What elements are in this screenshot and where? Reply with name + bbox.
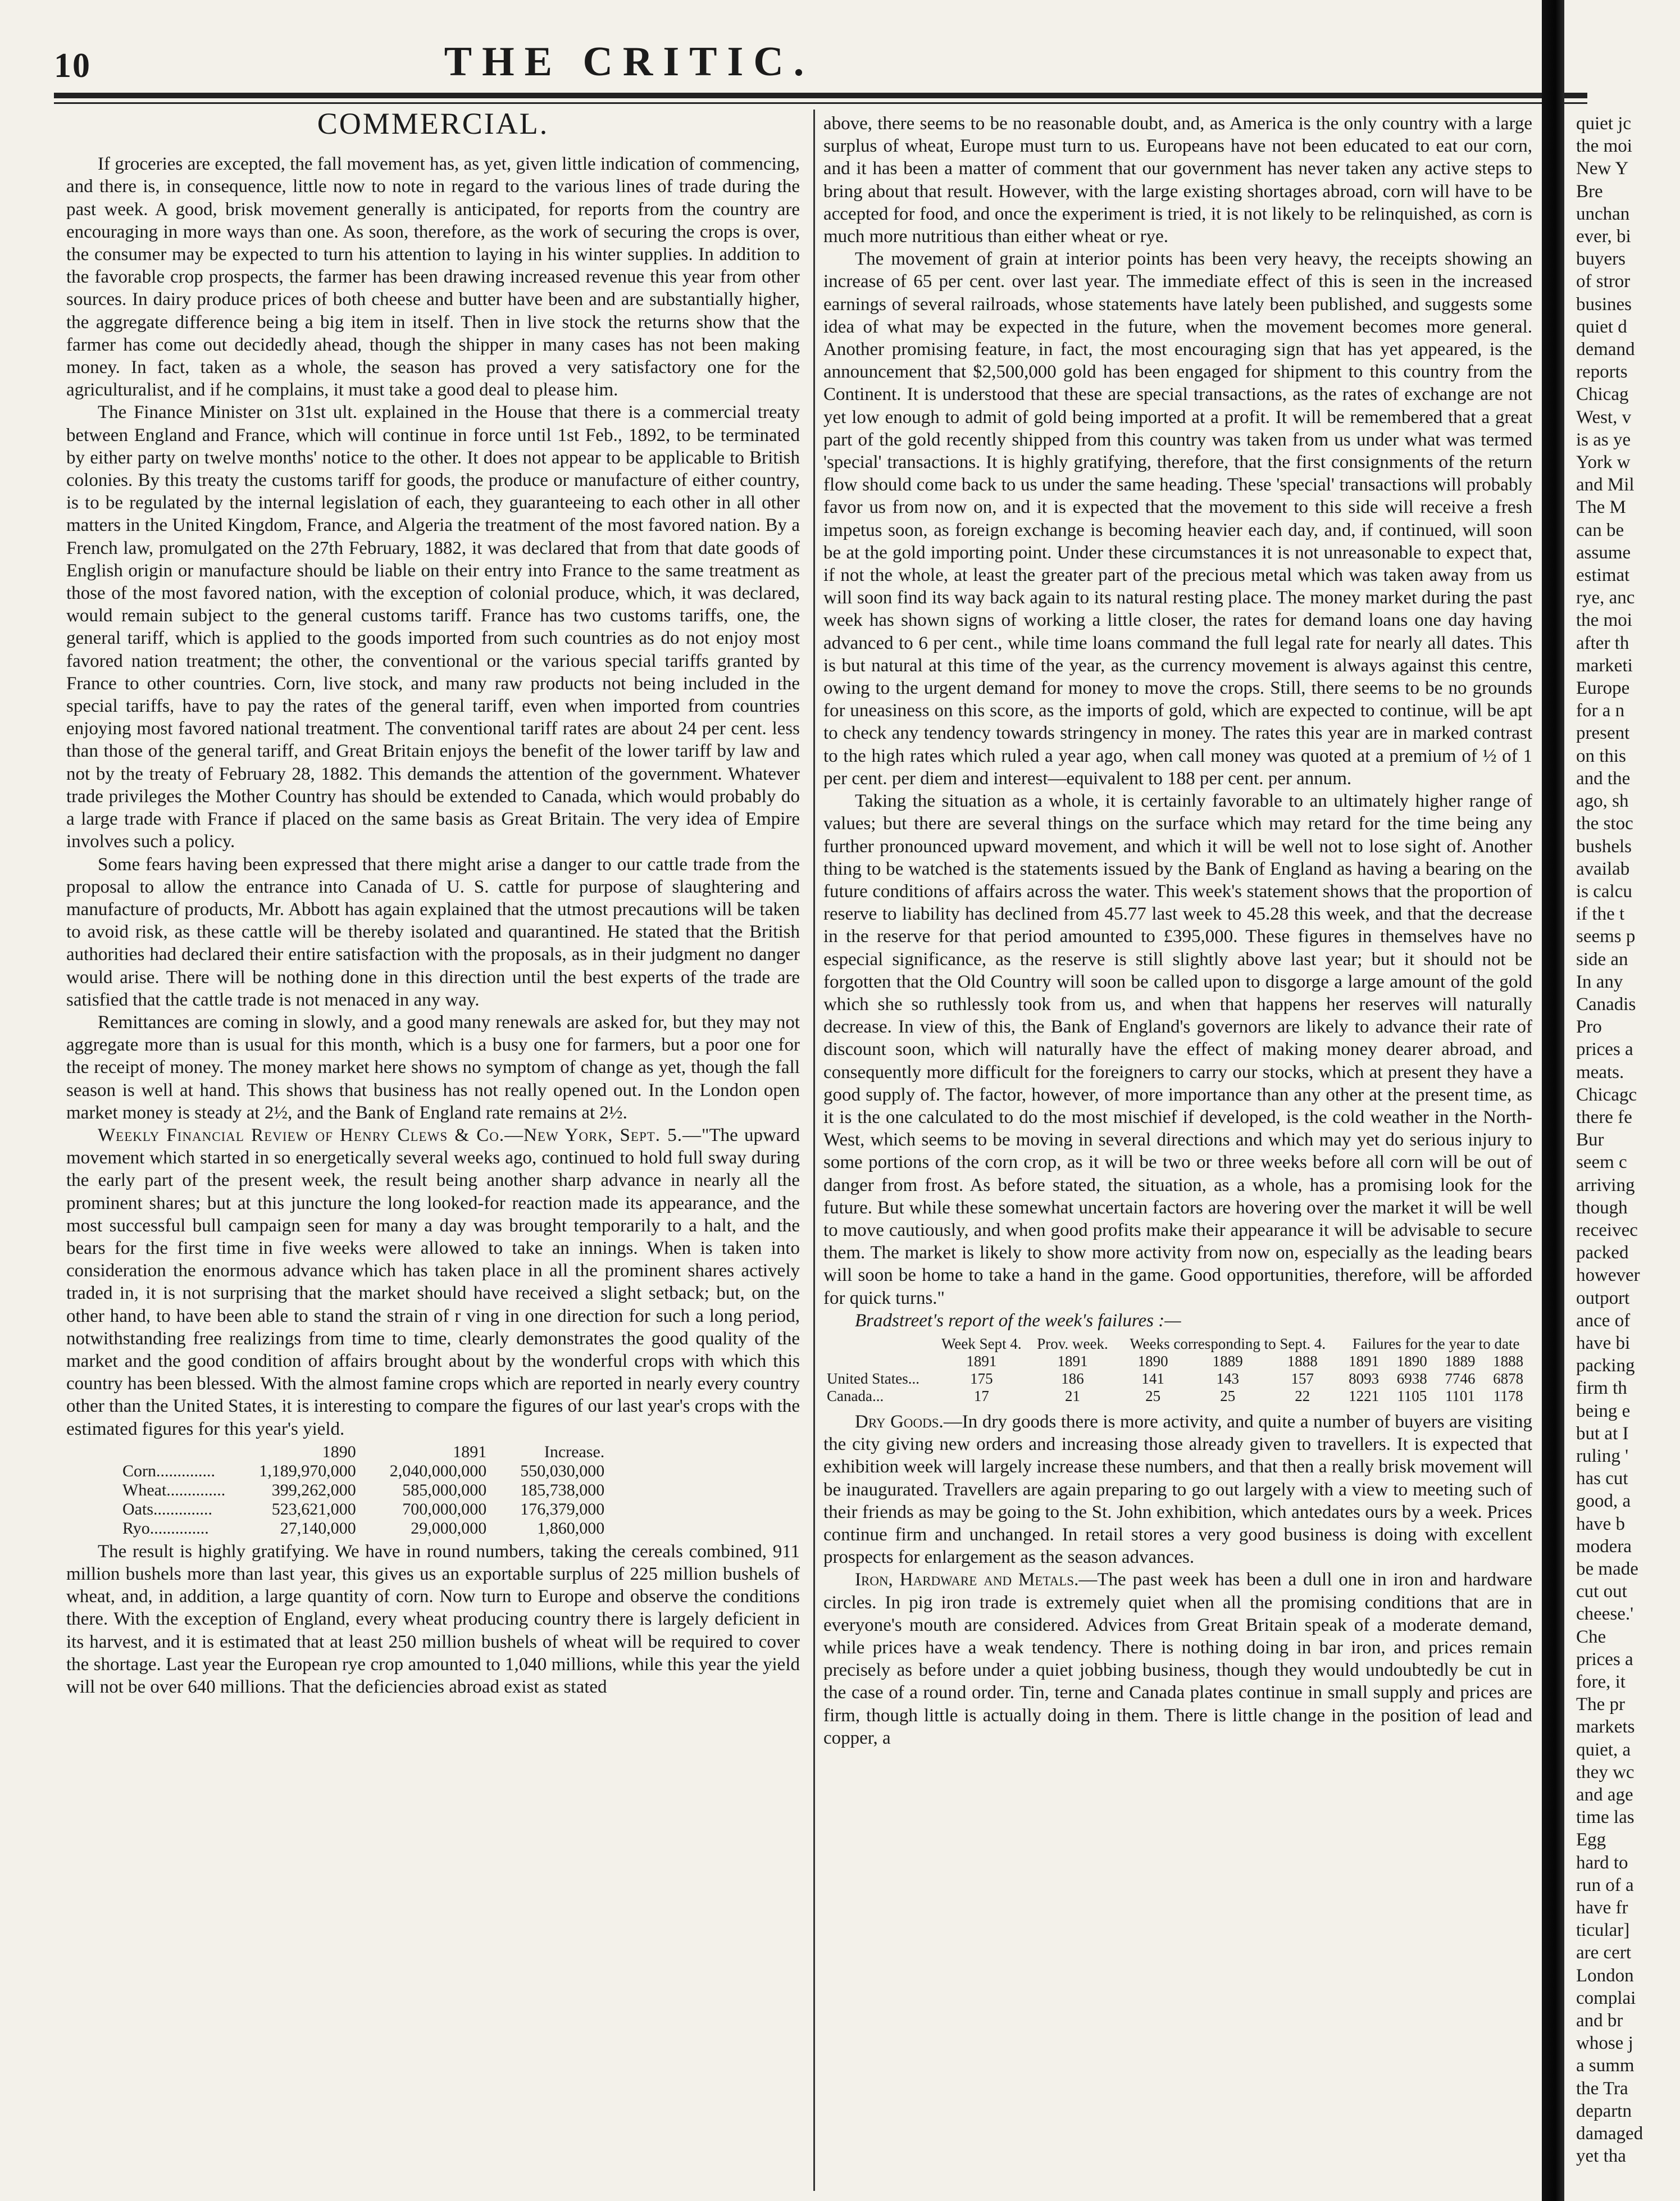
column-3-line: seem c	[1576, 1152, 1627, 1173]
table-cell: 157	[1291, 1370, 1314, 1387]
column-3-line: after th	[1576, 633, 1629, 653]
review-heading: Weekly Financial Review of Henry Clews & Co.—New York, Sept. 5.—	[98, 1125, 702, 1145]
paragraph: The movement of grain at interior points has been very heavy, the receipts showing an increase of 65 per cent. over last year. The immediate effect of this is seen in the increased earnings of several railroads, whose statements have lately been published, and suggests some idea of what may be expected in the future, when the movement becomes more general. Another promising feature, in fact, the most encouraging sign that has yet appeared, is the announcement that $2,500,000 gold has been engaged for shipment to this country from the Continent. It is understood that these are special transactions, as the rates of exchange are not yet low enough to admit of gold being imported at a profit. It will be remembered that a great part of the gold recently shipped from this country was taken from us under what was termed 'special' transactions. It is highly gratifying, therefore, that the first consignments of the return flow should come back to us under the same heading. These 'special' transactions will probably favor us from now on, and it is expected that the movement to this side will receive a fresh impetus soon, as foreign exchange is becoming heavier each day, and, if continued, will soon be at the gold importing point. Under these circumstances it is not unreasonable to expect that, if not the whole, at least the greater part of the precious metal which was taken away from us will soon find its way back again to its natural resting place. The money market during the past week has shown signs of working a little closer, the rates for demand loans one day having advanced to 6 per cent., while time loans command the full legal rate for nearly all dates. This is but natural at this time of the year, as the currency movement is always against this centre, owing to the urgent demand for money to move the crops. Still, there seems to be no grounds for uneasiness on this score, as the imports of gold, which are expected to continue, will be apt to check any tendency towards stringency in money. The rates this year are in marked contrast to the high rates which ruled a year ago, when call money was quoted at a premium of ½ of 1 per cent. per diem and interest—equivalent to 188 per cent. per annum.	[823, 249, 1532, 789]
column-3-line: can be	[1576, 520, 1624, 540]
section-heading-commercial: COMMERCIAL.	[317, 107, 549, 140]
column-3-line: is calcu	[1576, 881, 1632, 902]
column-3-line: Che	[1576, 1626, 1606, 1647]
table-cell: 1,860,000	[537, 1518, 605, 1538]
column-3-line: estimat	[1576, 565, 1630, 586]
iron-hardware-text: —The past week has been a dull one in iron and hardware circles. In pig iron trade is extremely quiet when all the promising conditions that are in everyone's mouth are considered. Advices from Great Britain speak of a moderate demand, while prices have a weak tendency. There is nothing doing in bar iron, and prices remain precisely as before under a quiet jobbing business, though they would undoubtedly be cut in the case of a round order. Tin, terne and Canada plates continue in small supply and prices are firm, though little is actually doing in them. There is little change in the position of lead and copper, a	[823, 1570, 1532, 1748]
table-header-cell: Increase.	[544, 1442, 605, 1461]
column-3-line: ticular]	[1576, 1920, 1630, 1941]
column-3-line: fore, it	[1576, 1672, 1626, 1693]
table-cell: Ryo..............	[122, 1518, 209, 1538]
table-cell: 25	[1145, 1387, 1161, 1404]
table-cell: 17	[973, 1387, 989, 1404]
table-header-cell: 1891	[453, 1442, 487, 1461]
table-header-row	[122, 1443, 621, 1462]
table-row	[122, 1500, 621, 1519]
column-3-line: marketi	[1576, 655, 1633, 676]
column-3-line: ance of	[1576, 1310, 1631, 1331]
column-3-line: whose j	[1576, 2033, 1633, 2054]
iron-hardware-heading: Iron, Hardware and Metals.	[855, 1570, 1079, 1590]
column-3-line: being e	[1576, 1400, 1631, 1421]
column-3-line: rye, anc	[1576, 588, 1635, 608]
column-3-line: if the t	[1576, 904, 1625, 925]
column-3-line: have bi	[1576, 1333, 1631, 1353]
table-cell: Corn..............	[122, 1461, 215, 1480]
column-3-line: Europe	[1576, 678, 1630, 699]
table-cell: Canada...	[827, 1387, 884, 1404]
table-cell: 22	[1295, 1387, 1310, 1404]
table-row	[122, 1462, 621, 1481]
table-cell: 6878	[1493, 1370, 1524, 1387]
column-1	[66, 107, 800, 1698]
column-3-line: The M	[1576, 497, 1626, 518]
table-row	[823, 1388, 1532, 1405]
table-cell: 550,030,000	[520, 1461, 605, 1480]
column-3-line: arriving	[1576, 1175, 1635, 1195]
table-cell: Wheat..............	[122, 1480, 226, 1499]
dry-goods-text: —In dry goods there is more activity, and quite a number of buyers are visiting the city giving new orders and increasing those already given to travellers. It is expected that exhibition week will largely increase these numbers, and that then a really brisk movement will be inaugurated. Travellers are again preparing to go out largely with a view to meeting such of their friends as may be going to the St. John exhibition, which antedates ours by a week. Prices continue firm and unchanged. In retail stores a very good business is doing with excellent prospects for enlargement as the season advances.	[823, 1411, 1533, 1568]
table-row	[122, 1519, 621, 1538]
table-cell: 143	[1216, 1370, 1239, 1387]
table-header-cell	[823, 1353, 934, 1370]
table-row	[122, 1481, 621, 1500]
column-3-line: complai	[1576, 1988, 1636, 2008]
table-cell: United States...	[827, 1370, 919, 1387]
column-3-line: modera	[1576, 1536, 1632, 1557]
paragraph: above, there seems to be no reasonable doubt, and, as America is the only country with a large surplus of wheat, Europe must turn to us. Europeans have not been educated to eat our corn, and it has been a matter of comment that our government has never taken any active steps to bring about that result. However, with the large existing shortages abroad, corn will have to be accepted for food, and once the experiment is tried, it is not likely to be relinquished, as corn is much more nutritious than either wheat or rye.	[823, 113, 1532, 247]
paragraph: If groceries are excepted, the fall movement has, as yet, given little indication of commencing, and there is, in consequence, little now to note in regard to the various lines of trade during the past week. A good, brisk movement generally is anticipated, for reports from the country are encouraging in more ways than one. As soon, therefore, as the work of securing the crops is over, the consumer may be expected to turn his attention to laying in his winter supplies. In addition to the favorable crop prospects, the farmer has been drawing increased revenue this year from other sources. In dairy produce prices of both cheese and butter have been and are substantially higher, the aggregate difference being a big item in itself. Then in live stock the returns show that the farmer has come out decidedly ahead, though the shipper in many cases has not been making money. In fact, taken as a whole, the season has proved a very satisfactory one for the agriculturalist, and if he complains, it must take a good deal to please him.	[66, 154, 800, 401]
column-3-line: ever, bi	[1576, 226, 1631, 247]
table-cell: 8093	[1349, 1370, 1379, 1387]
review-text: "The upward movement which started in so energetically several weeks ago, continued to hold full sway during the early part of the present week, the result being another sharp advance in nearly all the prominent shares; but at this juncture the long looked-for reaction made its appearance, and the most successful bull campaign seen for many a day was brought temporarily to a halt, and the bears for the first time in five weeks were allowed to take an innings. When is taken into consideration the enormous advance which has taken place in all the prominent shares actively traded in, it is not surprising that the market should have received a slight setback; but, on the other hand, to have been able to stand the strain of r ving in one direction for such a long period, notwithstanding free realizings from time to time, clearly demonstrates the good quality of the market and the good condition of affairs brought about by the wonderful crops with which this country has been blessed. With the almost famine crops which are reported in nearly every country other than the United States, it is interesting to compare the figures of our last year's crops with the estimated figures for this year's yield.	[66, 1125, 800, 1439]
column-3-line: are cert	[1576, 1943, 1631, 1963]
column-3-line: the Tra	[1576, 2078, 1628, 2099]
table-cell: 186	[1061, 1370, 1084, 1387]
dry-goods-paragraph	[823, 1411, 1532, 1568]
page-number: 10	[54, 47, 91, 85]
table-cell: 175	[970, 1370, 993, 1387]
column-3-line: on this	[1576, 745, 1626, 766]
column-3-line: the stoc	[1576, 813, 1633, 834]
table-header-cell: Prov. week.	[1037, 1335, 1108, 1352]
column-3-line: York w	[1576, 452, 1631, 473]
column-3-line: Canadis	[1576, 994, 1636, 1015]
table-header-cell: 1890	[1137, 1352, 1168, 1370]
column-3-line: packed	[1576, 1243, 1629, 1263]
column-3-line: present	[1576, 723, 1630, 744]
table-header-cell: 1891	[1349, 1352, 1379, 1370]
paragraph: Remittances are coming in slowly, and a good many renewals are asked for, but they may not aggregate more than is usual for this month, which is a busy one for farmers, but a poor one for the receipt of money. The money market here shows no symptom of change as yet, though the fall season is well at hand. This shows that business has not really opened out. In the London open market money is steady at 2½, and the Bank of England rate remains at 2½.	[66, 1012, 800, 1123]
column-3-line: Chicagc	[1576, 1084, 1637, 1105]
table-header-cell: 1891	[1057, 1352, 1088, 1370]
table-cell: 1105	[1397, 1387, 1427, 1404]
column-3-line: New Y	[1576, 158, 1629, 179]
column-3-line: reports	[1576, 362, 1628, 383]
column-3-line: they wc	[1576, 1762, 1635, 1782]
column-3-line: assume	[1576, 542, 1631, 563]
column-3-line: markets	[1576, 1717, 1635, 1738]
table-cell: 25	[1220, 1387, 1236, 1404]
binding-gutter	[1542, 0, 1564, 2201]
table-cell: 1,189,970,000	[259, 1461, 356, 1480]
column-3-line: and Mil	[1576, 475, 1635, 495]
table-cell: 6938	[1396, 1370, 1427, 1387]
table-cell: 399,262,000	[271, 1480, 356, 1499]
column-3-line: and age	[1576, 1785, 1633, 1806]
paragraph: Taking the situation as a whole, it is certainly favorable to an ultimately higher range of values; but there are several things on the surface which may retard for the time being any further pronounced upward movement, and which it will be well not to lose sight of. Another thing to be watched is the statements issued by the Bank of England as having a bearing on the future conditions of affairs across the water. This week's statement shows that the proportion of reserve to liability has declined from 45.77 last week to 45.28 this week, and that the decrease in the reserve for that period amounted to £395,000. These figures in themselves have no especial significance, as the reserve is still slightly above last year; but it should not be forgotten that the Old Country will soon be called upon to disgorge a large amount of the gold which she so ruthlessly took from us, and when that happens her reserves will naturally decrease. In view of this, the Bank of England's governors are likely to advance their rate of discount soon, which will naturally have the effect of making money dearer abroad, and consequently more difficult for the foreigners to carry our stocks, which at present they have a good supply of. The factor, however, of more importance than any other at the present time, as it is the one calculated to do the most mischief if developed, is the cold weather in the North-West, which seems to be moving in several directions and which may yet do serious injury to some portions of the corn crop, as it will be two or three weeks before all corn will be out of danger from frost. As before stated, the situation, as a whole, has a promising look for the future. But while these somewhat uncertain factors are hovering over the market it will be well to move cautiously, and when good profits make their appearance it will be advisable to secure them. The market is likely to show more activity from now on, especially as the leading bears will soon be home to take a hand in the game. Good opportunities, therefore, will be afforded for quick turns."	[823, 791, 1532, 1308]
column-3-line: run of a	[1576, 1875, 1634, 1895]
failures-table	[823, 1335, 1532, 1405]
column-3-line: busines	[1576, 294, 1632, 315]
paragraph: The result is highly gratifying. We have in round numbers, taking the cereals combined, 911 million bushels more than last year, this gives us an exportable surplus of 225 million bushels of wheat, and, in addition, a large quantity of corn. Now turn to Europe and observe the conditions there. With the exception of England, every wheat producing country there is largely deficient in its harvest, and it is estimated that at least 250 million bushels of wheat will be required to cover the shortage. Last year the European rye crop amounted to 1,040 millions, while this year the yield will not be over 640 millions. That the deficiencies abroad exist as stated	[66, 1541, 800, 1697]
column-3-line: prices a	[1576, 1039, 1633, 1060]
table-header-cell	[122, 1443, 242, 1462]
column-3-line: The pr	[1576, 1694, 1626, 1715]
column-3-line: cut out	[1576, 1581, 1627, 1602]
column-3-line: a summ	[1576, 2056, 1635, 2076]
column-3-line: is as ye	[1576, 429, 1631, 450]
table-cell: 21	[1064, 1387, 1080, 1404]
column-3-line: Chicag	[1576, 384, 1629, 405]
table-header-cell: Week Sept 4.	[941, 1335, 1022, 1352]
table-header-cell	[823, 1335, 934, 1353]
table-cell: 2,040,000,000	[389, 1461, 487, 1480]
table-cell: 7746	[1445, 1370, 1476, 1387]
column-3-line: firm th	[1576, 1378, 1627, 1399]
column-3-line: cheese.'	[1576, 1604, 1634, 1625]
column-3-line: there fe	[1576, 1107, 1632, 1127]
column-3-line: has cut	[1576, 1468, 1628, 1489]
column-3-line: and br	[1576, 2011, 1623, 2031]
table-header-cell: 1890	[1396, 1352, 1427, 1370]
column-3-line: hard to	[1576, 1852, 1628, 1873]
table-cell: 27,140,000	[280, 1518, 356, 1538]
table-row	[823, 1370, 1532, 1388]
table-header-cell: 1889	[1445, 1352, 1476, 1370]
column-3-line: demand	[1576, 339, 1635, 360]
table-header-cell: Weeks corresponding to Sept. 4.	[1130, 1335, 1326, 1352]
column-3-line: have b	[1576, 1513, 1626, 1534]
column-3-line: though	[1576, 1197, 1628, 1218]
column-3-cropped	[1576, 112, 1680, 2197]
column-3-line: ago, sh	[1576, 791, 1629, 812]
table-cell: 1101	[1445, 1387, 1475, 1404]
column-3-line: quiet jc	[1576, 113, 1632, 134]
column-3-line: have fr	[1576, 1898, 1628, 1918]
column-3-line: of stror	[1576, 271, 1631, 292]
column-3-line: but at I	[1576, 1423, 1629, 1444]
column-3-line: Egg	[1576, 1830, 1606, 1850]
table-header-cell: 1888	[1287, 1352, 1318, 1370]
crop-yield-table	[122, 1443, 621, 1538]
column-2	[823, 112, 1532, 1749]
masthead-title: THE CRITIC.	[444, 39, 814, 85]
column-3-line: unchan	[1576, 203, 1630, 224]
paragraph: The Finance Minister on 31st ult. explained in the House that there is a commercial treaty between England and France, which will continue in force until 1st Feb., 1892, to be terminated by either party on twelve months' notice to the other. It does not appear to be applicable to British colonies. By this treaty the customs tariff for goods, the produce or manufacture of either country, is to be regulated by the internal legislation of each, they guaranteeing to each other in all other matters in the United Kingdom, France, and Algeria the treatment of the most favored nation. By a French law, promulgated on the 27th February, 1882, it was declared that from that date goods of English origin or manufacture should be liable on their entry into France to the same treatment as those of the most favored nation, with the exception of colonial produce, which, it was declared, would remain subject to the general customs tariff. France has two customs tariffs, one, the general tariff, which is applied to the goods imported from such countries as do not enjoy most favored nation treatment; the other, the conventional or the various special tariffs granted by France to other countries. Corn, live stock, and many raw products not being included in the special tariffs, have to pay the rates of the general tariff, even when imported from countries enjoying most favored national treatment. The conventional tariff rates are about 24 per cent. less than those of the general tariff, and Great Britain enjoys the benefit of the lower tariff by law and not by the treaty of February 28, 1882. This demands the attention of the government. Whatever trade privileges the Mother Country has should be extended to Canada, which would probably do a large trade with France if placed on the same basis as Great Britain. The very idea of Empire involves such a policy.	[66, 402, 800, 852]
table-header-row	[823, 1353, 1532, 1370]
table-header-cell: 1889	[1212, 1352, 1243, 1370]
table-cell: Oats..............	[122, 1499, 212, 1518]
column-3-line: bushels	[1576, 836, 1632, 857]
masthead-rule-thin	[54, 102, 1587, 104]
column-3-line: yet tha	[1576, 2146, 1626, 2167]
review-paragraph	[66, 1124, 800, 1440]
column-3-line: quiet d	[1576, 316, 1627, 337]
column-3-line: departn	[1576, 2100, 1632, 2121]
column-3-line: West, v	[1576, 407, 1632, 428]
table-cell: 29,000,000	[411, 1518, 487, 1538]
column-3-line: Bur	[1576, 1130, 1604, 1150]
table-cell: 523,621,000	[271, 1499, 356, 1518]
column-3-line: side an	[1576, 949, 1628, 970]
table-cell: 700,000,000	[402, 1499, 487, 1518]
column-3-line: London	[1576, 1965, 1634, 1986]
column-3-line: availab	[1576, 858, 1630, 879]
column-3-line: the moi	[1576, 136, 1632, 157]
column-3-line: however	[1576, 1265, 1640, 1286]
column-3-line: be made	[1576, 1559, 1638, 1579]
column-3-line: for a n	[1576, 701, 1625, 721]
column-3-line: seems p	[1576, 926, 1636, 947]
paragraph: Some fears having been expressed that there might arise a danger to our cattle trade from the proposal to allow the entrance into Canada of U. S. cattle for purpose of slaughtering and manufacture of products, Mr. Abbott has again explained that the utmost precautions will be taken to avoid risk, as these cattle will be thereby isolated and quarantined. He stated that the British authorities had declared their entire satisfaction with the proposals, as in their judgment no danger would arise. There will be nothing done in this direction until the best experts of the trade are satisfied that the cattle trade is not menaced in any way.	[66, 854, 800, 1010]
table-cell: 585,000,000	[402, 1480, 487, 1499]
column-3-line: time las	[1576, 1807, 1635, 1828]
column-3-line: ruling '	[1576, 1445, 1629, 1466]
column-3-line: quiet, a	[1576, 1739, 1631, 1760]
table-header-cell: 1891	[966, 1352, 997, 1370]
iron-hardware-paragraph	[823, 1568, 1532, 1749]
column-divider	[813, 110, 815, 2191]
table-cell: 1178	[1493, 1387, 1523, 1404]
table-cell: 1221	[1349, 1387, 1379, 1404]
column-3-line: outport	[1576, 1288, 1630, 1308]
column-3-line: receivec	[1576, 1220, 1638, 1240]
column-3-line: packing	[1576, 1356, 1635, 1376]
table-header-cell: Failures for the year to date	[1352, 1335, 1520, 1352]
column-3-line: prices a	[1576, 1649, 1633, 1670]
bradstreet-intro: Bradstreet's report of the week's failures :—	[855, 1310, 1181, 1331]
table-cell: 176,379,000	[520, 1499, 605, 1518]
column-3-line: Pro	[1576, 1017, 1602, 1038]
column-3-line: meats.	[1576, 1062, 1624, 1083]
table-header-cell: 1890	[322, 1442, 356, 1461]
column-3-line: good, a	[1576, 1491, 1631, 1512]
masthead-rule-thick	[54, 93, 1587, 98]
column-3-line: In any	[1576, 971, 1623, 992]
table-header-row	[823, 1335, 1532, 1353]
table-header-cell: 1888	[1493, 1352, 1524, 1370]
dry-goods-heading: Dry Goods.	[855, 1411, 944, 1432]
column-3-line: Bre	[1576, 181, 1603, 202]
table-cell: 141	[1141, 1370, 1164, 1387]
column-3-line: the moi	[1576, 610, 1632, 631]
column-3-line: and the	[1576, 768, 1631, 789]
column-3-line: damaged	[1576, 2123, 1643, 2144]
column-3-line: buyers	[1576, 249, 1626, 270]
table-cell: 185,738,000	[520, 1480, 605, 1499]
